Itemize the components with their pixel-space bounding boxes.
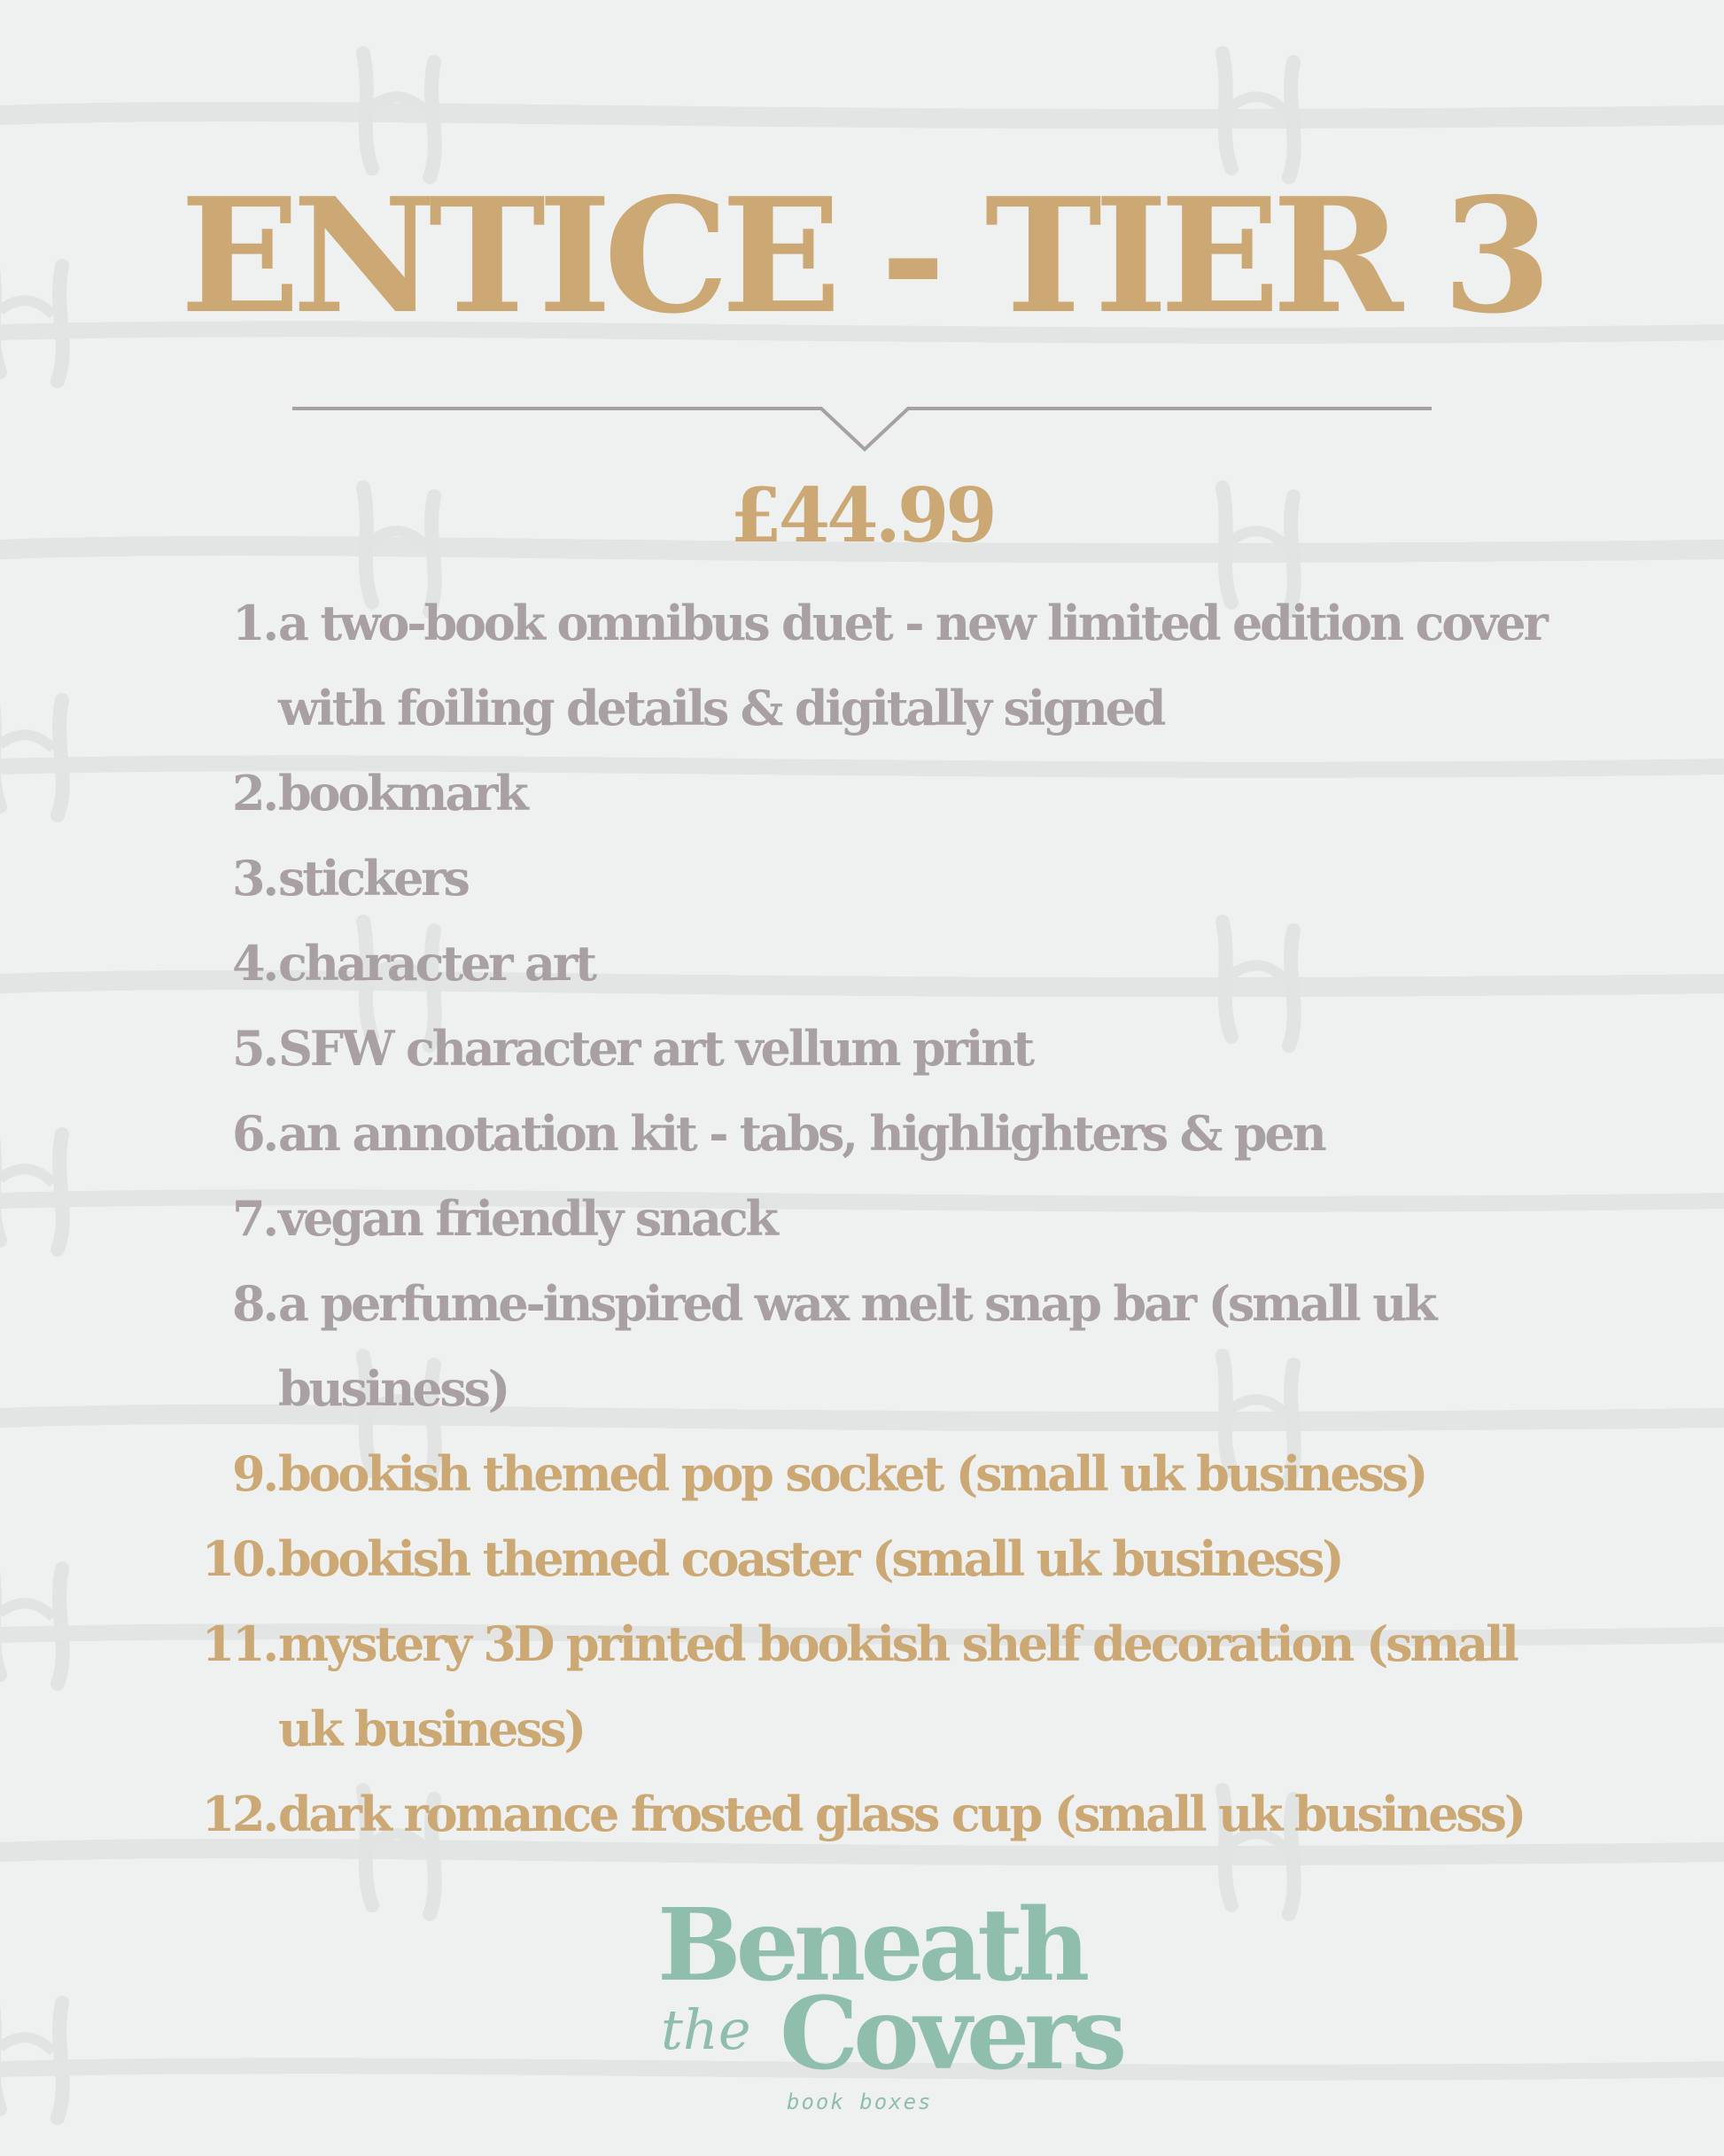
list-item-text: vegan friendly snack bbox=[278, 1190, 776, 1247]
list-item bbox=[0, 1516, 1724, 1601]
list-item-text: character art bbox=[278, 935, 594, 992]
list-item-text: bookmark bbox=[278, 765, 526, 821]
list-item-number: 1. bbox=[232, 595, 276, 651]
list-item-number: 7. bbox=[232, 1190, 276, 1247]
list-item bbox=[0, 921, 1724, 1006]
logo-word-covers: Covers bbox=[780, 1976, 1122, 2092]
list-item bbox=[0, 1601, 1724, 1771]
logo-word-beneath: Beneath bbox=[657, 1887, 1085, 2004]
list-item-number: 10. bbox=[201, 1530, 276, 1587]
list-item bbox=[0, 1771, 1724, 1856]
list-item bbox=[0, 836, 1724, 921]
page-title: ENTICE - TIER 3 bbox=[180, 163, 1544, 348]
list-item-text: dark romance frosted glass cup (small uk business) bbox=[278, 1786, 1525, 1842]
list-item bbox=[0, 580, 1724, 751]
list-item bbox=[0, 1431, 1724, 1516]
list-item-number: 8. bbox=[232, 1275, 276, 1332]
list-item-text: a two-book omnibus duet - new limited edition cover with foiling details & digitally signed bbox=[278, 595, 1546, 736]
list-item-number: 11. bbox=[201, 1615, 276, 1672]
list-item bbox=[0, 1261, 1724, 1431]
list-item bbox=[0, 1091, 1724, 1176]
list-item-number: 3. bbox=[232, 850, 276, 907]
price: £44.99 bbox=[730, 471, 994, 559]
list-item-number: 12. bbox=[201, 1786, 276, 1842]
list-item-text: a perfume-inspired wax melt snap bar (small uk business) bbox=[278, 1275, 1435, 1417]
list-item-text: SFW character art vellum print bbox=[278, 1020, 1032, 1077]
list-item bbox=[0, 1176, 1724, 1261]
list-item-text: bookish themed coaster (small uk business) bbox=[278, 1530, 1342, 1587]
brand-logo bbox=[620, 1887, 1122, 2127]
list-item-number: 6. bbox=[232, 1105, 276, 1162]
list-item bbox=[0, 751, 1724, 836]
chevron-divider bbox=[292, 403, 1432, 456]
list-item-number: 9. bbox=[232, 1445, 276, 1502]
list-item-text: an annotation kit - tabs, highlighters & pen bbox=[278, 1105, 1324, 1162]
list-item-text: bookish themed pop socket (small uk business) bbox=[278, 1445, 1426, 1502]
list-item-text: mystery 3D printed bookish shelf decoration (small uk business) bbox=[278, 1615, 1517, 1757]
logo-word-the: the bbox=[661, 1997, 751, 2062]
list-item-text: stickers bbox=[278, 850, 468, 907]
list-item-number: 4. bbox=[232, 935, 276, 992]
list-item bbox=[0, 1006, 1724, 1091]
contents-list bbox=[0, 580, 1724, 1856]
list-item-number: 2. bbox=[232, 765, 276, 821]
logo-tagline: book boxes bbox=[787, 2090, 933, 2114]
list-item-number: 5. bbox=[232, 1020, 276, 1077]
